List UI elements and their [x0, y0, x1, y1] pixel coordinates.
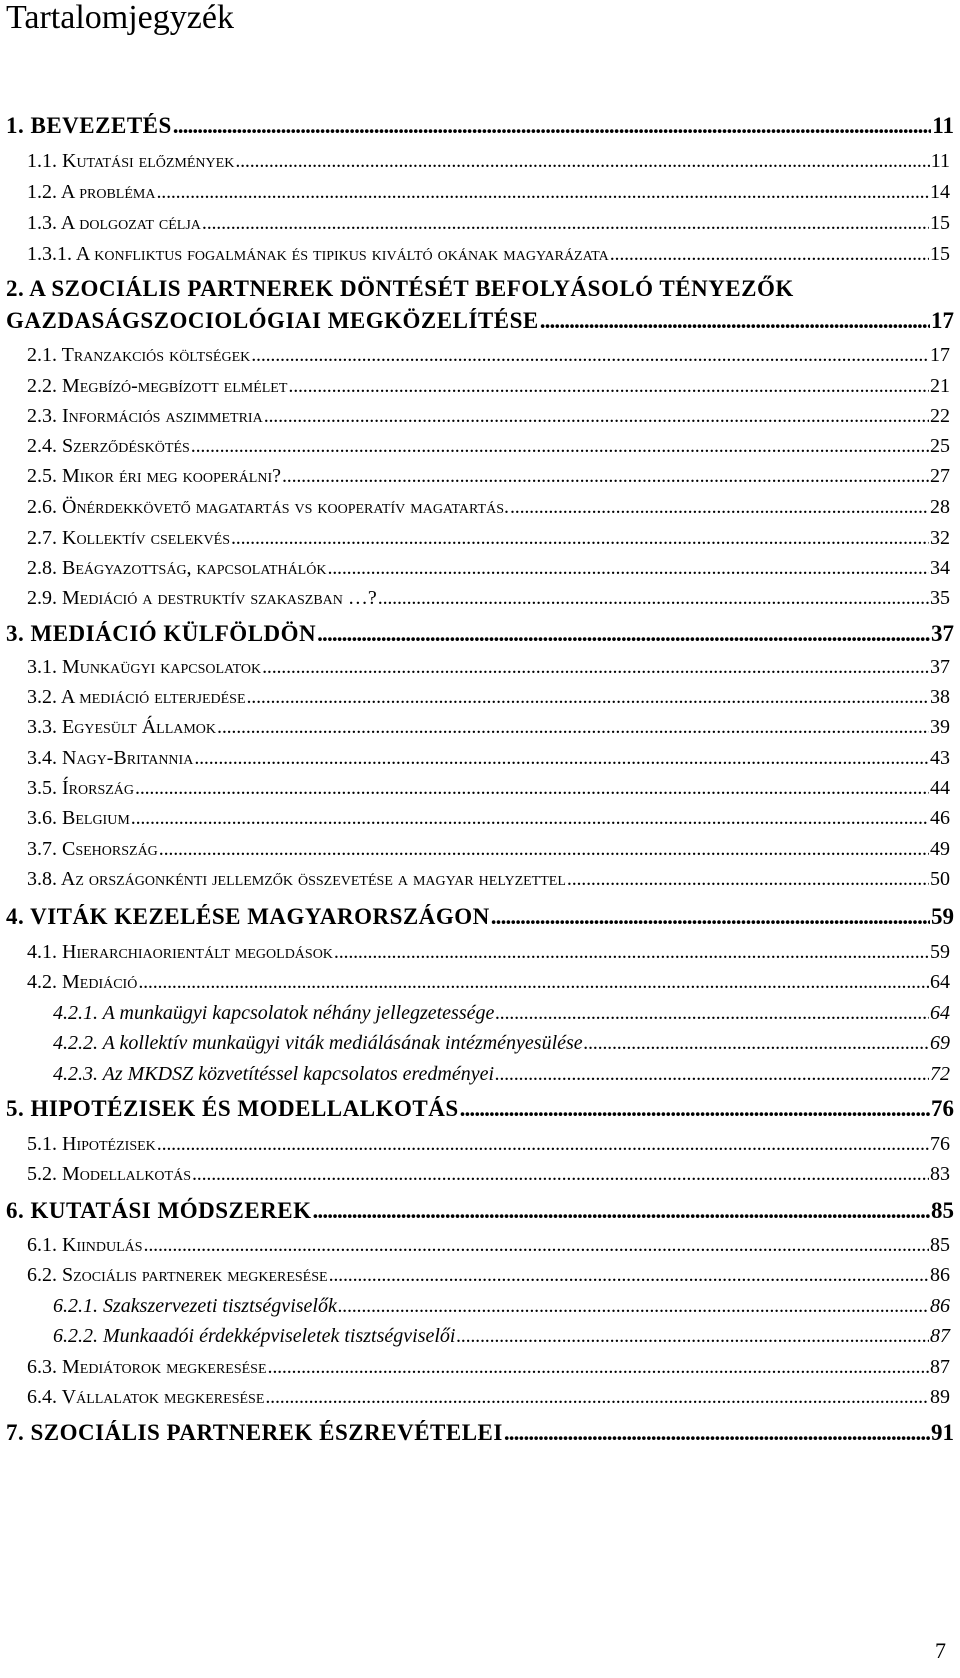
- toc-leader-dots: [235, 150, 929, 173]
- toc-entry[interactable]: [0, 838, 950, 861]
- toc-leader-dots: [156, 181, 929, 204]
- toc-entry[interactable]: [0, 243, 950, 266]
- toc-entry[interactable]: [0, 587, 950, 610]
- toc-leader-dots: [456, 1325, 929, 1348]
- toc-entry-page: 46: [930, 807, 950, 829]
- toc-entry[interactable]: [0, 656, 950, 679]
- toc-entry-label: 6.2. Szociális partnerek megkeresése: [27, 1264, 328, 1286]
- toc-leader-dots: [334, 941, 929, 964]
- toc-leader-dots: [495, 1063, 929, 1086]
- toc-leader-dots: [504, 1420, 930, 1446]
- toc-entry-label: 1.3.1. A konfliktus fogalmának és tipikus kiváltó okának magyarázata: [27, 243, 609, 265]
- toc-entry[interactable]: [0, 496, 950, 519]
- toc-entry[interactable]: [0, 405, 950, 428]
- toc-entry-label: 7. SZOCIÁLIS PARTNEREK ÉSZREVÉTELEI: [6, 1420, 503, 1445]
- toc-entry[interactable]: [0, 686, 950, 709]
- toc-entry-page: 15: [930, 212, 950, 234]
- toc-entry-label: 6. KUTATÁSI MÓDSZEREK: [6, 1198, 312, 1223]
- toc-entry-page: 72: [930, 1063, 950, 1085]
- toc-entry-page: 59: [930, 941, 950, 963]
- toc-entry[interactable]: [0, 527, 950, 550]
- toc-entry-label: 1.3. A dolgozat célja: [27, 212, 201, 234]
- toc-entry-page: 28: [930, 496, 950, 518]
- toc-entry-page: 22: [930, 405, 950, 427]
- toc-entry-label: 3.2. A mediáció elterjedése: [27, 686, 246, 708]
- toc-entry-page: 64: [930, 971, 950, 993]
- toc-entry[interactable]: [0, 1325, 950, 1348]
- toc-entry-label: 2.3. Információs aszimmetria: [27, 405, 263, 427]
- toc-leader-dots: [192, 1163, 929, 1186]
- toc-entry[interactable]: [0, 435, 950, 458]
- toc-entry-label: 2.9. Mediáció a destruktív szakaszban …?: [27, 587, 377, 609]
- toc-entry[interactable]: [0, 1234, 950, 1257]
- toc-entry[interactable]: [0, 1163, 950, 1186]
- toc-entry-page: 85: [930, 1234, 950, 1256]
- toc-entry[interactable]: [0, 465, 950, 488]
- toc-leader-dots: [495, 1002, 929, 1025]
- toc-leader-dots: [173, 113, 931, 139]
- toc-leader-dots: [264, 405, 929, 428]
- toc-leader-dots: [510, 496, 929, 519]
- toc-entry-page: 37: [931, 621, 954, 646]
- toc-entry-page: 38: [930, 686, 950, 708]
- toc-entry[interactable]: [0, 1420, 954, 1446]
- toc-entry-page: 37: [930, 656, 950, 678]
- toc-entry[interactable]: [0, 113, 954, 139]
- toc-entry[interactable]: [0, 716, 950, 739]
- toc-entry[interactable]: [0, 150, 950, 173]
- toc-entry-page: 49: [930, 838, 950, 860]
- toc-leader-dots: [610, 243, 929, 266]
- toc-entry-page: 32: [930, 527, 950, 549]
- toc-entry[interactable]: [0, 557, 950, 580]
- toc-entry-page: 91: [931, 1420, 954, 1445]
- toc-entry-label: 1.1. Kutatási előzmények: [27, 150, 235, 172]
- toc-leader-dots: [202, 212, 929, 235]
- toc-entry-page: 25: [930, 435, 950, 457]
- toc-leader-dots: [491, 904, 930, 930]
- toc-entry[interactable]: [0, 1386, 950, 1409]
- toc-entry-label: 5.1. Hipotézisek: [27, 1133, 156, 1155]
- toc-entry[interactable]: [0, 1356, 950, 1379]
- toc-leader-dots: [251, 344, 929, 367]
- toc-entry-label: 6.2.2. Munkaadói érdekképviseletek tisztségviselői: [53, 1325, 456, 1347]
- toc-entry-label: 4.2.1. A munkaügyi kapcsolatok néhány jellegzetessége: [53, 1002, 495, 1024]
- toc-entry[interactable]: [0, 941, 950, 964]
- toc-entry[interactable]: [0, 344, 950, 367]
- toc-entry-label: 2.6. Önérdekkövető magatartás vs kooperatív magatartás.: [27, 496, 509, 518]
- toc-entry-page: 83: [930, 1163, 950, 1185]
- toc-leader-dots: [144, 1234, 929, 1257]
- toc-entry-page: 11: [930, 150, 950, 172]
- toc-entry-label: 2.2. Megbízó-megbízott elmélet: [27, 375, 288, 397]
- toc-entry[interactable]: [0, 747, 950, 770]
- toc-entry-label: 4.2.3. Az MKDSZ közvetítéssel kapcsolatos eredményei: [53, 1063, 495, 1085]
- toc-leader-dots: [217, 716, 929, 739]
- toc-entry-page: 85: [931, 1198, 954, 1223]
- toc-leader-dots: [194, 747, 929, 770]
- toc-entry-label: 2.4. Szerződéskötés: [27, 435, 190, 457]
- toc-entry-label: 3. MEDIÁCIÓ KÜLFÖLDÖN: [6, 621, 317, 646]
- toc-leader-dots: [378, 587, 929, 610]
- toc-entry-label: 2.5. Mikor éri meg kooperálni?: [27, 465, 281, 487]
- toc-entry[interactable]: [0, 276, 954, 302]
- toc-entry[interactable]: [0, 1063, 950, 1086]
- toc-entry-label: GAZDASÁGSZOCIOLÓGIAI MEGKÖZELÍTÉSE: [6, 308, 539, 333]
- toc-entry-label: 3.3. Egyesült Államok: [27, 716, 217, 738]
- toc-entry-page: 89: [930, 1386, 950, 1408]
- toc-entry-label: 2.7. Kollektív cselekvés: [27, 527, 230, 549]
- toc-entry-label: 4.2. Mediáció: [27, 971, 138, 993]
- toc-leader-dots: [540, 308, 930, 334]
- toc-entry[interactable]: [0, 777, 950, 800]
- toc-leader-dots: [135, 777, 929, 800]
- toc-entry[interactable]: [0, 375, 950, 398]
- toc-leader-dots: [231, 527, 929, 550]
- toc-leader-dots: [268, 1356, 929, 1379]
- toc-entry-label: 5.2. Modellalkotás: [27, 1163, 191, 1185]
- toc-leader-dots: [327, 557, 929, 580]
- toc-entry-label: 3.8. Az országonkénti jellemzők összevetése a magyar helyzettel: [27, 868, 566, 890]
- toc-leader-dots: [317, 621, 930, 647]
- toc-leader-dots: [584, 1032, 929, 1055]
- toc-entry-page: 14: [930, 181, 950, 203]
- toc-entry[interactable]: [0, 1032, 950, 1055]
- toc-entry-label: 6.1. Kiindulás: [27, 1234, 143, 1256]
- toc-entry-page: 64: [930, 1002, 950, 1024]
- toc-entry-page: 35: [930, 587, 950, 609]
- toc-entry-label: 4.2.2. A kollektív munkaügyi viták mediálásának intézményesülése: [53, 1032, 583, 1054]
- toc-leader-dots: [567, 868, 929, 891]
- toc-leader-dots: [191, 435, 929, 458]
- toc-entry-page: 86: [930, 1264, 950, 1286]
- toc-leader-dots: [460, 1096, 930, 1122]
- toc-entry-page: 50: [930, 868, 950, 890]
- toc-leader-dots: [138, 971, 929, 994]
- toc-leader-dots: [159, 838, 929, 861]
- toc-entry[interactable]: [0, 1002, 950, 1025]
- toc-entry-label: 1. BEVEZETÉS: [6, 113, 172, 138]
- toc-leader-dots: [338, 1295, 929, 1318]
- toc-leader-dots: [329, 1264, 929, 1287]
- toc-entry-label: 6.2.1. Szakszervezeti tisztségviselők: [53, 1295, 337, 1317]
- toc-entry-page: 87: [930, 1356, 950, 1378]
- toc-entry-label: 6.4. Vállalatok megkeresése: [27, 1386, 265, 1408]
- toc-entry-page: 17: [930, 344, 950, 366]
- toc-entry-label: 4. VITÁK KEZELÉSE MAGYARORSZÁGON: [6, 904, 490, 929]
- toc-entry[interactable]: [0, 1295, 950, 1318]
- toc-entry[interactable]: [0, 212, 950, 235]
- toc-entry-label: 3.7. Csehország: [27, 838, 158, 860]
- toc-entry-label: 3.4. Nagy-Britannia: [27, 747, 194, 769]
- toc-entry[interactable]: [0, 1198, 954, 1224]
- toc-entry-page: 17: [931, 308, 954, 333]
- toc-entry[interactable]: [0, 181, 950, 204]
- toc-leader-dots: [288, 375, 929, 398]
- toc-entry-label: 3.6. Belgium: [27, 807, 130, 829]
- toc-entry-page: 21: [930, 375, 950, 397]
- toc-entry-page: 15: [930, 243, 950, 265]
- toc-entry-label: 3.5. Írország: [27, 777, 135, 799]
- toc-entry-page: 86: [930, 1295, 950, 1317]
- toc-entry-page: 43: [930, 747, 950, 769]
- toc-entry-label: 5. HIPOTÉZISEK ÉS MODELLALKOTÁS: [6, 1096, 459, 1121]
- toc-entry[interactable]: [0, 868, 950, 891]
- toc-entry-label: 2. A SZOCIÁLIS PARTNEREK DÖNTÉSÉT BEFOLYÁSOLÓ TÉNYEZŐK: [6, 276, 794, 301]
- page-title: Tartalomjegyzék: [6, 0, 234, 36]
- toc-entry[interactable]: [0, 971, 950, 994]
- toc-entry[interactable]: [0, 308, 954, 334]
- toc-entry[interactable]: [0, 1096, 954, 1122]
- toc-entry[interactable]: [0, 904, 954, 930]
- toc-entry-page: 76: [930, 1133, 950, 1155]
- toc-entry-page: 39: [930, 716, 950, 738]
- toc-entry-label: 3.1. Munkaügyi kapcsolatok: [27, 656, 262, 678]
- toc-entry[interactable]: [0, 807, 950, 830]
- toc-entry-page: 87: [930, 1325, 950, 1347]
- toc-entry-label: 1.2. A probléma: [27, 181, 156, 203]
- toc-entry-page: 27: [930, 465, 950, 487]
- toc-entry-label: 6.3. Mediátorok megkeresése: [27, 1356, 267, 1378]
- toc-entry[interactable]: [0, 621, 954, 647]
- toc-entry-label: 2.1. Tranzakciós költségek: [27, 344, 251, 366]
- toc-entry-page: 59: [931, 904, 954, 929]
- toc-leader-dots: [262, 656, 929, 679]
- toc-leader-dots: [265, 1386, 929, 1409]
- toc-entry-page: 34: [930, 557, 950, 579]
- toc-entry[interactable]: [0, 1264, 950, 1287]
- toc-entry-page: 11: [932, 113, 954, 138]
- toc-leader-dots: [157, 1133, 929, 1156]
- toc-entry-page: 76: [931, 1096, 954, 1121]
- toc-leader-dots: [282, 465, 929, 488]
- toc-leader-dots: [247, 686, 930, 709]
- toc-leader-dots: [131, 807, 929, 830]
- toc-entry-label: 2.8. Beágyazottság, kapcsolathálók: [27, 557, 327, 579]
- page-number: 7: [935, 1638, 946, 1663]
- toc-leader-dots: [313, 1198, 930, 1224]
- toc-entry[interactable]: [0, 1133, 950, 1156]
- toc-entry-label: 4.1. Hierarchiaorientált megoldások: [27, 941, 333, 963]
- toc-entry-page: 44: [930, 777, 950, 799]
- toc-entry-page: 69: [930, 1032, 950, 1054]
